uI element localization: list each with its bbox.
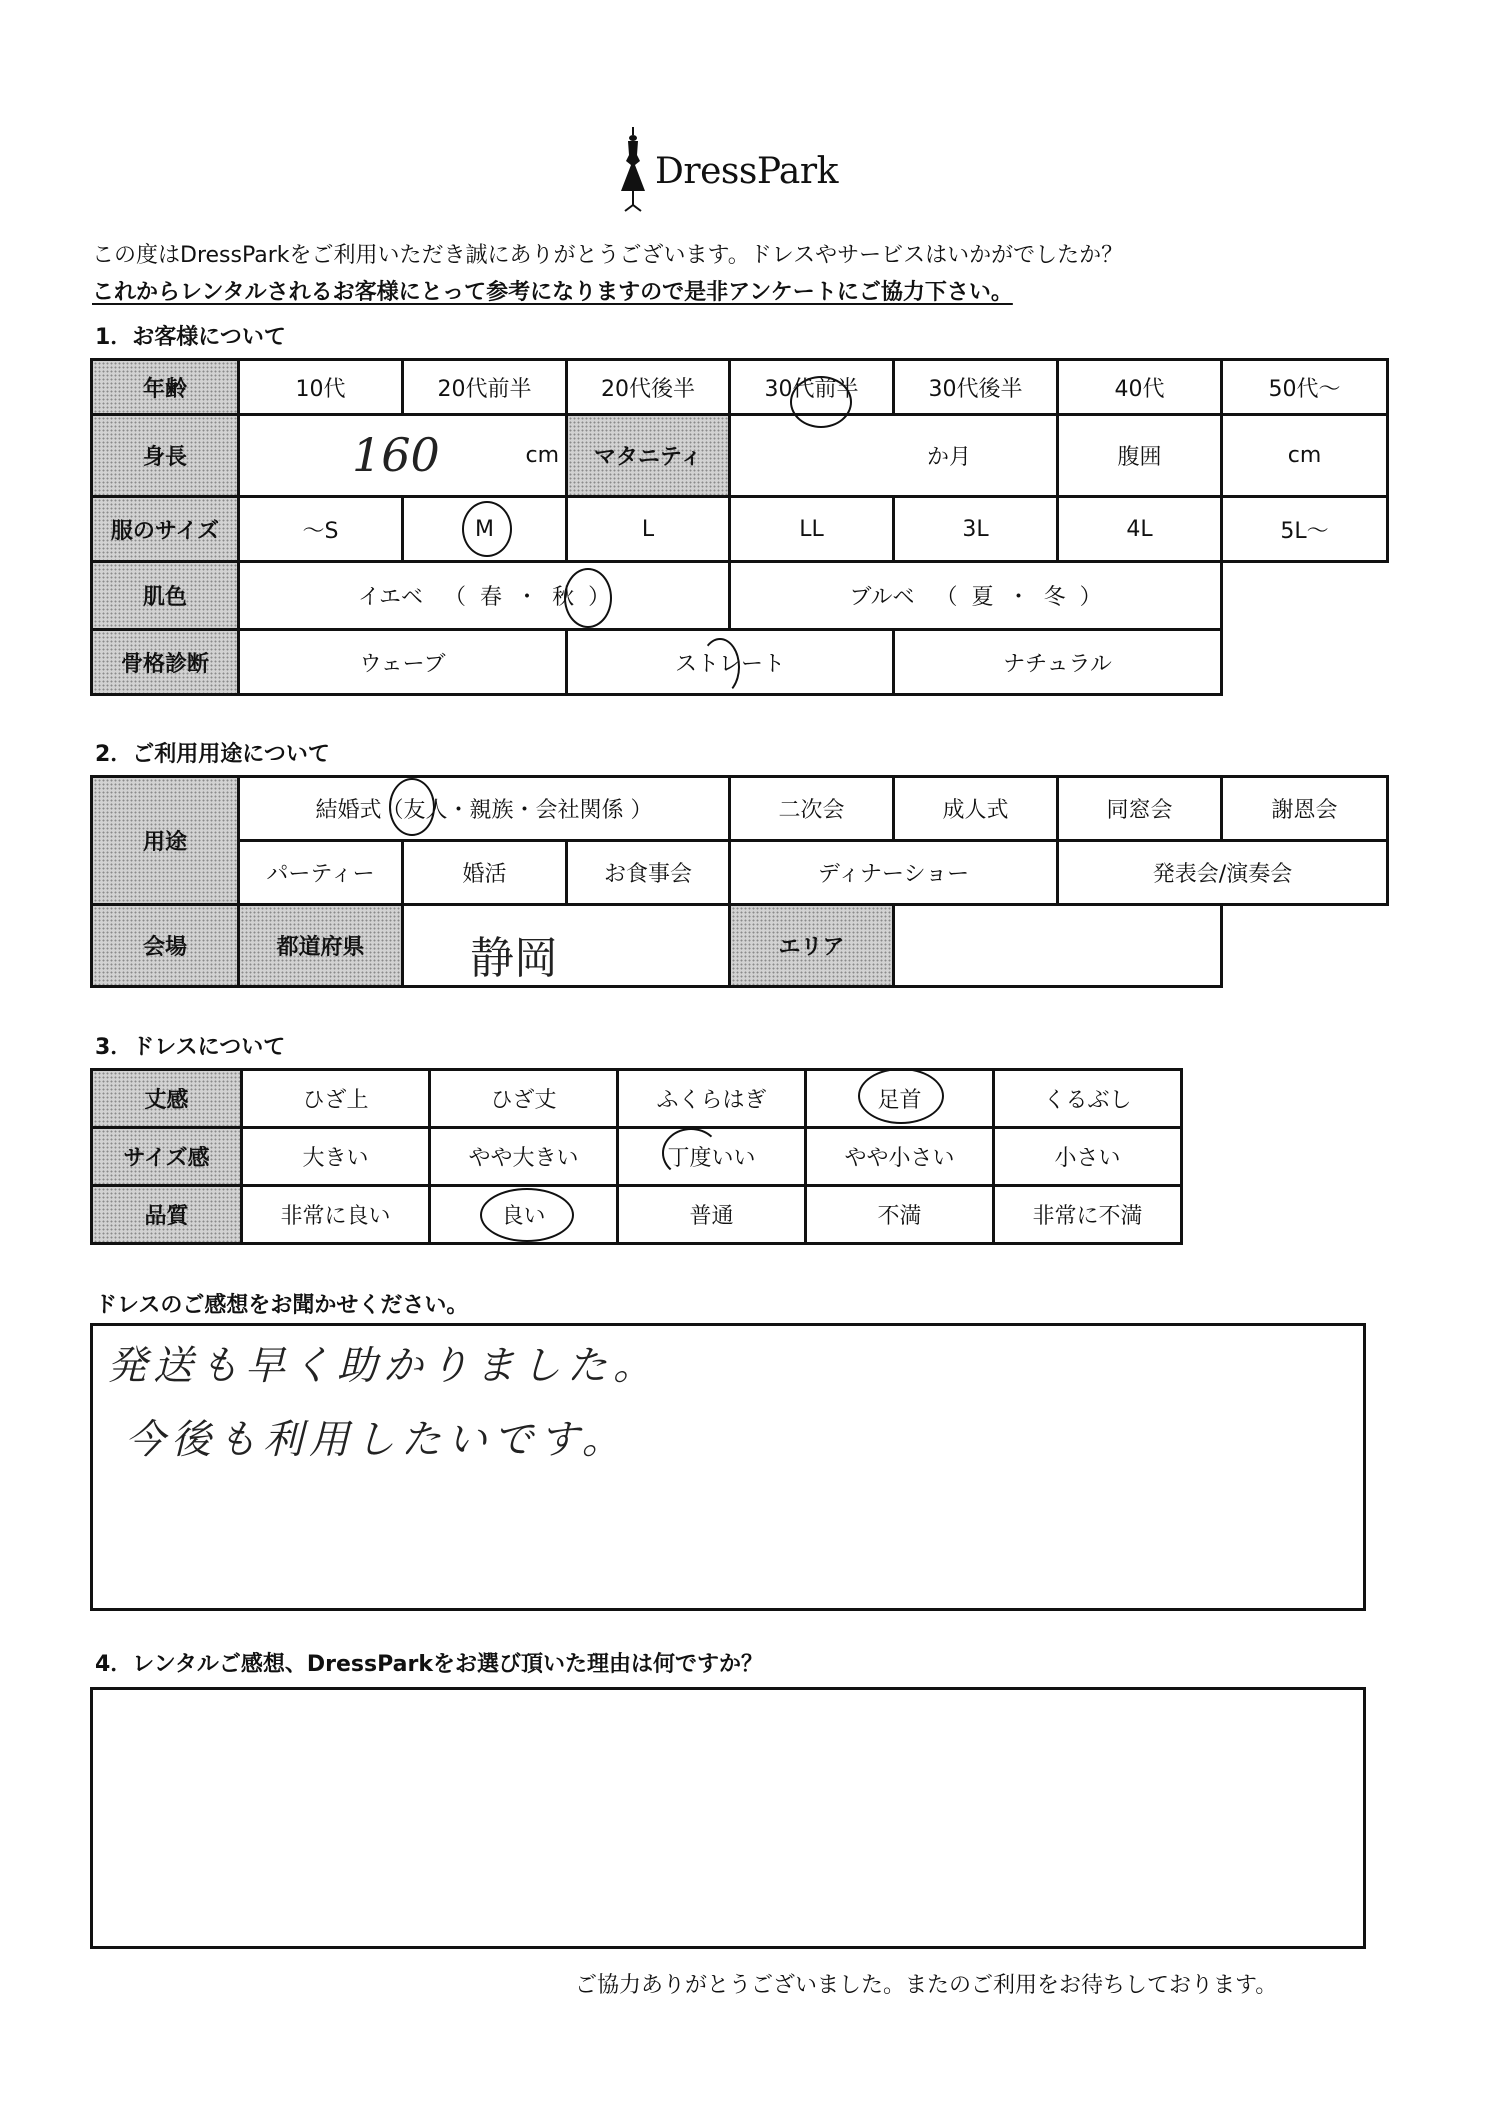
area-label: エリア [730,905,894,987]
size-selection-circle [462,501,512,557]
prefecture-field[interactable] [403,905,730,987]
dress-icon [615,125,651,215]
age-option-selected[interactable]: 30代前半 [730,360,894,415]
usage-option[interactable]: 同窓会 [1058,777,1222,841]
fit-option[interactable]: 小さい [994,1128,1182,1186]
section3-title: 3．ドレスについて [95,1035,286,1060]
fit-option-selected[interactable]: 丁度いい [618,1128,806,1186]
age-option[interactable]: 10代 [239,360,403,415]
paren-close: ） [588,585,611,610]
usage-option[interactable]: ディナーショー [730,841,1058,905]
section1-title: 1．お客様について [95,325,286,350]
friend-option-selected[interactable]: 友人 [403,798,448,823]
closing-message: ご協力ありがとうございました。またのご利用をお待ちしております。 [575,1973,1278,1998]
size-option[interactable]: LL [730,497,894,562]
size-option-selected[interactable]: M [403,497,567,562]
quality-option[interactable]: 非常に不満 [994,1186,1182,1244]
wedding-label: 結婚式（ [315,798,404,823]
usage-table [90,775,1389,988]
prefecture-label: 都道府県 [239,905,403,987]
height-label: 身長 [92,415,239,497]
quality-label: 品質 [92,1186,242,1244]
frame-label: 骨格診断 [92,630,239,695]
autumn-option-selected[interactable]: 秋 [552,585,575,610]
length-selection-circle [858,1068,944,1124]
customer-info-table [90,358,1389,696]
size-option[interactable]: L [567,497,730,562]
wedding-other-options[interactable]: ・親族・会社関係 ） [447,798,653,823]
spring-option[interactable]: 春 [480,585,503,610]
usage-option[interactable]: 発表会/演奏会 [1058,841,1388,905]
impression-line-1: 発送も早く助かりました。 [107,1343,659,1389]
skin-selection-circle [564,568,612,628]
size-label: 服のサイズ [92,497,239,562]
frame-selection-mark [700,638,740,696]
length-option[interactable]: ひざ上 [242,1070,430,1128]
dress-table [90,1068,1183,1245]
age-label: 年齢 [92,360,239,415]
usage-option[interactable]: 成人式 [894,777,1058,841]
blue-base-label: ブルベ [849,585,915,610]
yellow-base-option[interactable] [239,562,730,630]
size-option[interactable]: 5L～ [1222,497,1388,562]
intro-request: これからレンタルされるお客様にとって参考になりますので是非アンケートにご協力下さい。 [92,280,1013,305]
quality-selection-circle [480,1188,574,1242]
age-option[interactable]: 20代後半 [567,360,730,415]
length-option[interactable]: ひざ丈 [430,1070,618,1128]
height-value: 160 [352,428,440,482]
winter-option[interactable]: 冬 [1043,585,1066,610]
usage-option[interactable]: 婚活 [403,841,567,905]
size-option[interactable]: 3L [894,497,1058,562]
usage-option[interactable]: パーティー [239,841,403,905]
fit-label: サイズ感 [92,1128,242,1186]
length-option-selected[interactable]: 足首 [806,1070,994,1128]
usage-option[interactable]: お食事会 [567,841,730,905]
brand-name: DressPark [655,151,838,192]
fit-option[interactable]: やや大きい [430,1128,618,1186]
blue-base-option[interactable] [730,562,1222,630]
frame-option[interactable]: ウェーブ [239,630,567,695]
skin-label: 肌色 [92,562,239,630]
paren-open: （ [444,585,467,610]
quality-option-selected[interactable]: 良い [430,1186,618,1244]
size-option[interactable]: ～S [239,497,403,562]
impression-prompt: ドレスのご感想をお聞かせください。 [95,1293,469,1318]
paren-open: （ [935,585,958,610]
friend-selection-circle [389,778,435,836]
separator: ・ [516,585,539,610]
fit-selection-mark [662,1128,720,1178]
fit-option[interactable]: 大きい [242,1128,430,1186]
quality-option[interactable]: 非常に良い [242,1186,430,1244]
size-option[interactable]: 4L [1058,497,1222,562]
empty-cell [1222,562,1388,630]
paren-close: ） [1079,585,1102,610]
intro-text: この度はDressParkをご利用いただき誠にありがとうございます。ドレスやサービスはいかがでしたか？ [92,243,1124,268]
quality-option[interactable]: 普通 [618,1186,806,1244]
frame-option-selected[interactable]: ストレート [567,630,894,695]
section4-title: 4．レンタルご感想、DressParkをお選び頂いた理由は何ですか？ [95,1652,763,1677]
age-option[interactable]: 20代前半 [403,360,567,415]
section2-title: 2．ご利用用途について [95,742,330,767]
usage-label: 用途 [92,777,239,905]
empty-cell [1222,630,1388,695]
age-option[interactable]: 40代 [1058,360,1222,415]
usage-option[interactable]: 二次会 [730,777,894,841]
yellow-base-label: イエベ [357,585,424,610]
area-field[interactable] [894,905,1222,987]
reason-textarea[interactable] [90,1687,1366,1949]
maternity-months-field[interactable] [730,415,1058,497]
impression-textarea[interactable] [90,1323,1366,1611]
waist-label: 腹囲 [1058,415,1222,497]
months-unit: か月 [926,445,971,470]
length-option[interactable]: ふくらはぎ [618,1070,806,1128]
age-option[interactable]: 50代～ [1222,360,1388,415]
length-option[interactable]: くるぶし [994,1070,1182,1128]
venue-label: 会場 [92,905,239,987]
summer-option[interactable]: 夏 [971,585,994,610]
maternity-label: マタニティ [567,415,730,497]
length-label: 丈感 [92,1070,242,1128]
usage-option[interactable]: 謝恩会 [1222,777,1388,841]
quality-option[interactable]: 不満 [806,1186,994,1244]
age-selection-circle [790,376,852,428]
separator: ・ [1007,585,1030,610]
fit-option[interactable]: やや小さい [806,1128,994,1186]
height-unit: cm [525,443,559,468]
prefecture-value: 静岡 [470,933,558,984]
waist-field[interactable] [1222,415,1388,497]
wedding-option[interactable] [239,777,730,841]
dresspark-logo [615,125,855,215]
impression-line-2: 今後も利用したいです。 [125,1417,628,1463]
empty-cell [1222,905,1388,987]
waist-unit: cm [1287,443,1322,468]
age-option[interactable]: 30代後半 [894,360,1058,415]
frame-option[interactable]: ナチュラル [894,630,1222,695]
